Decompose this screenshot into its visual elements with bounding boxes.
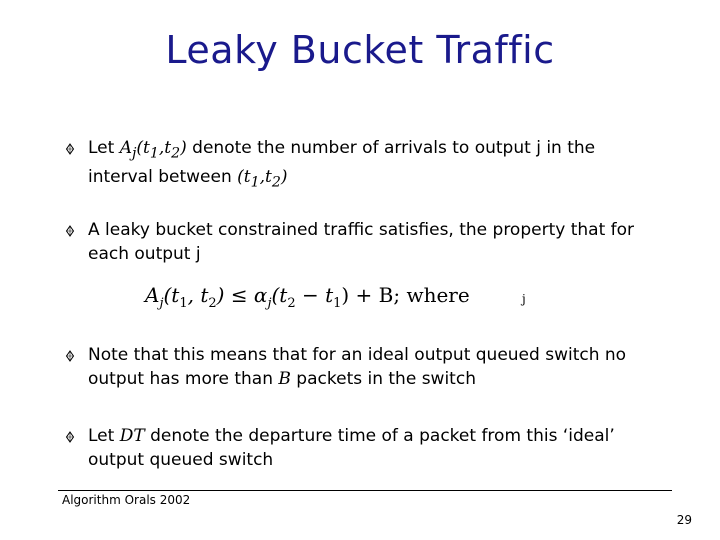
slide-title: Leaky Bucket Traffic bbox=[165, 28, 555, 72]
footer-divider bbox=[58, 490, 672, 491]
bullet-1 bbox=[64, 136, 664, 195]
bullet-2 bbox=[64, 218, 664, 266]
formula-j-label: j bbox=[522, 292, 526, 306]
diamond-bullet-icon bbox=[64, 431, 76, 443]
bullet-3 bbox=[64, 343, 664, 391]
bullet-1-text: Let $A_j(t_1,t_2)$ denote the number of arrivals to output j in the interval between $(t_1,t_2)$ bbox=[88, 138, 596, 191]
bullet-2-text: A leaky bucket constrained traffic satisfies, the property that for each output j bbox=[88, 220, 635, 264]
footer-caption: Algorithm Orals 2002 bbox=[62, 493, 191, 507]
page-number: 29 bbox=[676, 513, 692, 527]
bullet-3-text: Note that this means that for an ideal output queued switch no output has more than B packets in the switch bbox=[88, 345, 627, 389]
leaky-bucket-formula: $A_j(t_1$, $t_2) \le \alpha_j(t_2 - t_1) + B$; where bbox=[145, 283, 470, 311]
diamond-bullet-icon bbox=[64, 350, 76, 362]
diamond-bullet-icon bbox=[64, 225, 76, 237]
bullet-4-text: Let DT denote the departure time of a packet from this ‘ideal’ output queued switch bbox=[88, 426, 615, 470]
bullet-4 bbox=[64, 424, 664, 472]
diamond-bullet-icon bbox=[64, 143, 76, 155]
